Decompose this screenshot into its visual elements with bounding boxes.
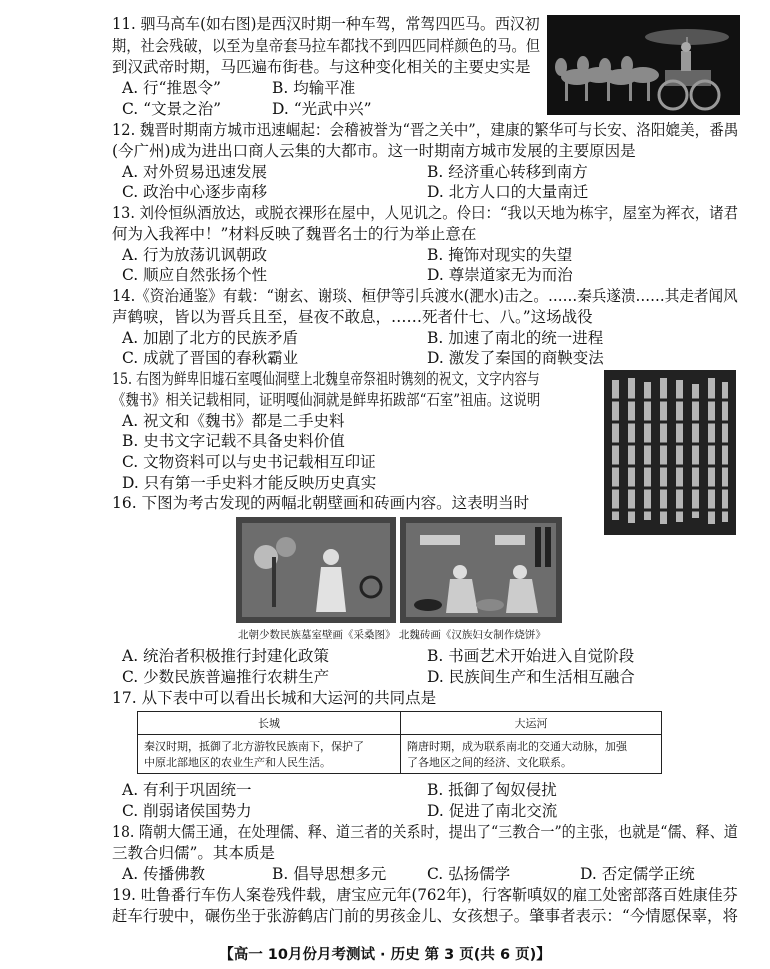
q11-line-1: 11. 驷马高车(如右图)是西汉时期一种车驾，常驾四匹马。西汉初 (112, 15, 540, 33)
q15-option-d: D. 只有第一手史料才能反映历史真实 (122, 474, 377, 492)
q11-line-2: 期，社会残破，以至为皇帝套马拉车都找不到四匹同样颜色的马。但 (112, 37, 541, 55)
chariot-photo (547, 15, 740, 115)
q13-option-b: B. 掩饰对现实的失望 (427, 246, 573, 264)
q17-option-d: D. 促进了南北交流 (427, 802, 558, 820)
q16-option-c: C. 少数民族普遍推行农耕生产 (122, 668, 330, 686)
table-header-grand-canal: 大运河 (401, 712, 662, 735)
q16-option-d: D. 民族间生产和生活相互融合 (427, 668, 635, 686)
q12-option-d: D. 北方人口的大量南迁 (427, 183, 589, 201)
q11-option-c: C. “文景之治” (122, 100, 222, 118)
q19-line-1: 19. 吐鲁番行车伤人案卷残件载，唐宝应元年(762年)，行客靳嗔奴的雇工处密部落百姓康佳芬 (112, 886, 738, 904)
rock-inscription-photo (604, 370, 736, 535)
q18-line-1: 18. 隋朝大儒王通，在处理儒、释、道三者的关系时，提出了“三教合一”的主张，也就是“儒、释、道 (112, 823, 738, 841)
q18-option-a: A. 传播佛教 (122, 865, 206, 883)
q12-line-2: (今广州)成为进出口商人云集的大都市。这一时期南方城市发展的主要原因是 (112, 142, 636, 160)
q14-option-b: B. 加速了南北的统一进程 (427, 329, 604, 347)
q18-line-2: 三教合归儒”。其本质是 (112, 844, 275, 862)
q14-option-d: D. 激发了秦国的商鞅变法 (427, 349, 604, 367)
table-row (138, 735, 662, 774)
q15-line-2: 《魏书》相关记载相同，证明嘎仙洞就是鲜卑拓跋部“石室”祖庙。这说明 (112, 391, 541, 409)
q17-option-b: B. 抵御了匈奴侵扰 (427, 781, 557, 799)
q12-option-a: A. 对外贸易迅速发展 (122, 163, 268, 181)
q11-option-d: D. “光武中兴” (272, 100, 372, 118)
q12-option-b: B. 经济重心转移到南方 (427, 163, 588, 181)
q13-option-a: A. 行为放荡讥讽朝政 (122, 246, 268, 264)
q13-option-d: D. 尊崇道家无为而治 (427, 266, 573, 284)
q11-option-a: A. 行“推恩令” (122, 79, 221, 97)
table-cell-grand-canal-line-2: 了各地区之间的经济、文化联系。 (407, 756, 572, 769)
q15-line-1: 15. 右图为鲜卑旧墟石室嘎仙洞壁上北魏皇帝祭祖时镌刻的祝文，文字内容与 (112, 370, 540, 388)
mural-mulberry-picking (236, 517, 396, 623)
comparison-table (137, 711, 662, 774)
q11-option-b: B. 均输平准 (272, 79, 356, 97)
q18-option-d: D. 否定儒学正统 (580, 865, 695, 883)
table-cell-grand-canal-line-1: 隋唐时期，成为联系南北的交通大动脉，加强 (407, 740, 627, 753)
table-cell-great-wall-line-2: 中原北部地区的农业生产和人民生活。 (144, 756, 331, 769)
q13-option-c: C. 顺应自然张扬个性 (122, 266, 268, 284)
q17-line-1: 17. 从下表中可以看出长城和大运河的共同点是 (112, 689, 437, 707)
q16-option-a: A. 统治者积极推行封建化政策 (122, 647, 330, 665)
q17-option-c: C. 削弱诸侯国势力 (122, 802, 252, 820)
q14-option-c: C. 成就了晋国的春秋霸业 (122, 349, 299, 367)
q16-figure-caption: 北朝少数民族墓室壁画《采桑图》 北魏砖画《汉族妇女制作烧饼》 (238, 629, 546, 641)
q15-option-a: A. 祝文和《魏书》都是二手史料 (122, 412, 345, 430)
q14-line-2: 声鹤唳，皆以为晋兵且至，昼夜不敢息，……死者什七、八。”这场战役 (112, 308, 593, 326)
q11-line-3: 到汉武帝时期，马匹遍布街巷。与这种变化相关的主要史实是 (112, 58, 531, 76)
q13-line-2: 何为入我裈中！”材料反映了魏晋名士的行为举止意在 (112, 225, 477, 243)
q12-option-c: C. 政治中心逐步南移 (122, 183, 268, 201)
q18-option-c: C. 弘扬儒学 (427, 865, 511, 883)
q17-option-a: A. 有利于巩固统一 (122, 781, 252, 799)
table-cell-great-wall-line-1: 秦汉时期，抵御了北方游牧民族南下，保护了 (144, 740, 364, 753)
q15-option-c: C. 文物资料可以与史书记载相互印证 (122, 453, 376, 471)
table-header-great-wall: 长城 (138, 712, 401, 735)
q13-line-1: 13. 刘伶恒纵酒放达，或脱衣裸形在屋中，人见讥之。伶曰：“我以天地为栋宇，屋室为裈衣，诸君 (112, 204, 739, 222)
q12-line-1: 12. 魏晋时期南方城市迅速崛起：会稽被誉为“晋之关中”，建康的繁华可与长安、洛阳媲美，番禺 (112, 121, 739, 139)
q15-option-b: B. 史书文字记载不具备史料价值 (122, 432, 345, 450)
q18-option-b: B. 倡导思想多元 (272, 865, 387, 883)
q16-line-1: 16. 下图为考古发现的两幅北朝壁画和砖画内容。这表明当时 (112, 494, 530, 512)
q16-option-b: B. 书画艺术开始进入自觉阶段 (427, 647, 635, 665)
q19-line-2: 赶车行驶中，碾伤坐于张游鹤店门前的男孩金儿、女孩想子。肇事者表示：“今情愿保辜，将 (112, 907, 738, 925)
q14-option-a: A. 加剧了北方的民族矛盾 (122, 329, 299, 347)
brick-painting-making-bread (400, 517, 562, 623)
q14-line-1: 14.《资治通鉴》有载：“谢玄、谢琰、桓伊等引兵渡水(淝水)击之。……秦兵遂溃……其走者闻风 (112, 287, 738, 305)
page-footer: 【高一 10月份月考测试 · 历史 第 3 页(共 6 页)】 (219, 947, 551, 963)
